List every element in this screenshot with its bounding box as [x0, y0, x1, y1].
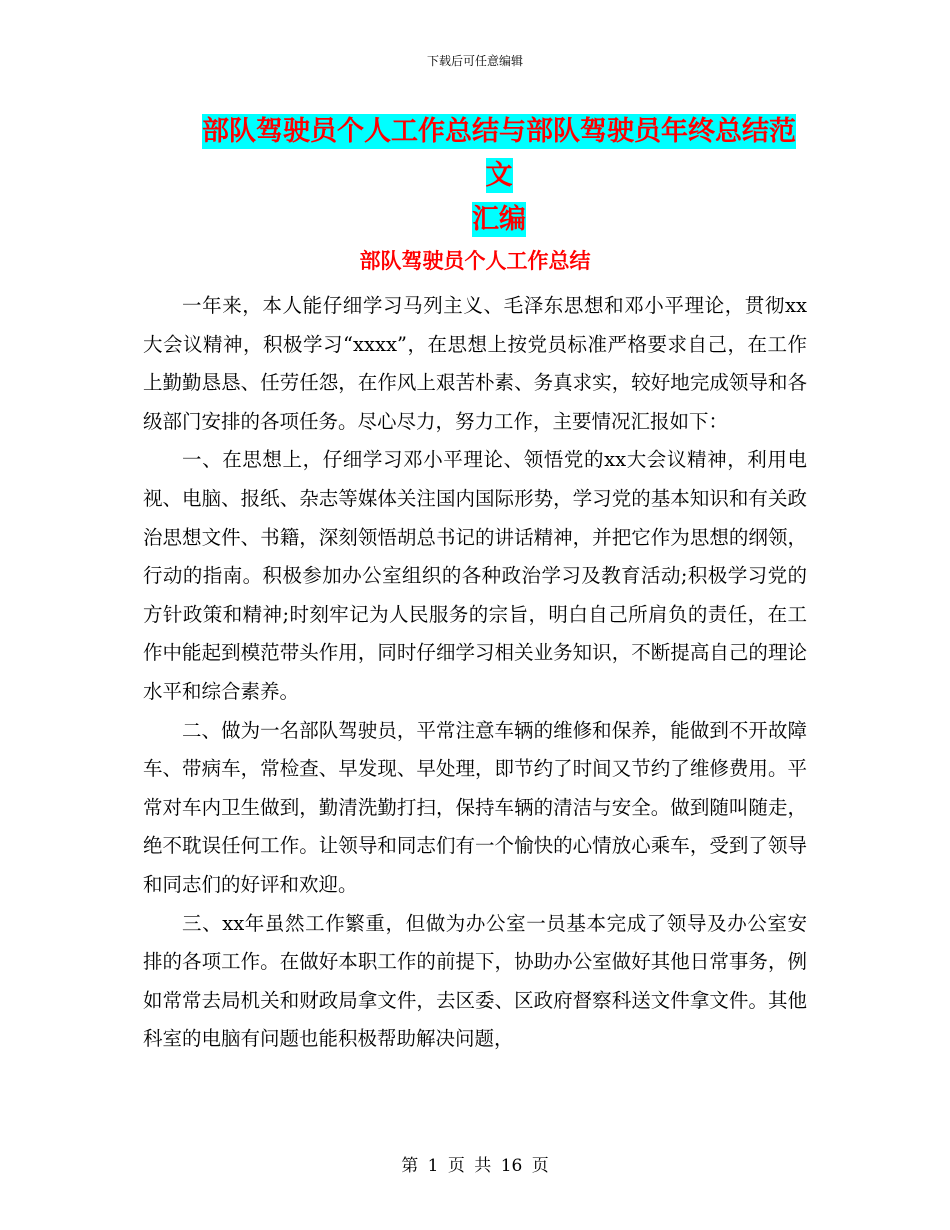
body-paragraph-intro: 一年来，本人能仔细学习马列主义、毛泽东思想和邓小平理论，贯彻xx大会议精神，积极学习“xxxx”，在思想上按党员标准严格要求自己，在工作上勤勤恳恳、任劳任怨，在作风上艰苦朴素、务真求实，较好地完成领导和各级部门安排的各项任务。尽心尽力，努力工作，主要情况汇报如下： [143, 294, 807, 433]
body-paragraph-1: 一、在思想上，仔细学习邓小平理论、领悟党的xx大会议精神，利用电视、电脑、报纸、杂志等媒体关注国内国际形势，学习党的基本知识和有关政治思想文件、书籍，深刻领悟胡总书记的讲话精神，并把它作为思想的纲领，行动的指南。积极参加办公室组织的各种政治学习及教育活动;积极学习党的方针政策和精神;时刻牢记为人民服务的宗旨，明白自己所肩负的责任，在工作中能起到模范带头作用，同时仔细学习相关业务知识，不断提高自己的理论水平和综合素养。 [143, 448, 807, 703]
body-paragraph-3: 三、xx年虽然工作繁重，但做为办公室一员基本完成了领导及办公室安排的各项工作。在做好本职工作的前提下，协助办公室做好其他日常事务，例如常常去局机关和财政局拿文件，去区委、区政府督察科送文件拿文件。其他科室的电脑有问题也能积极帮助解决问题， [143, 911, 807, 1051]
main-title-line-2: 汇编 [472, 204, 526, 235]
page-header-note: 下载后可任意编辑 [426, 54, 523, 68]
document-body [143, 287, 807, 1059]
page-number-footer: 第 1 页 共 16 页 [401, 1156, 549, 1176]
section-title: 部队驾驶员个人工作总结 [359, 249, 591, 273]
main-title-line-1: 部队驾驶员个人工作总结与部队驾驶员年终总结范文 [202, 116, 796, 191]
body-paragraph-2: 二、做为一名部队驾驶员，平常注意车辆的维修和保养，能做到不开故障车、带病车，常检查、早发现、早处理，即节约了时间又节约了维修费用。平常对车内卫生做到，勤清洗勤打扫，保持车辆的清洁与安全。做到随叫随走，绝不耽误任何工作。让领导和同志们有一个愉快的心情放心乘车，受到了领导和同志们的好评和欢迎。 [143, 718, 807, 896]
document-main-title [193, 110, 805, 242]
